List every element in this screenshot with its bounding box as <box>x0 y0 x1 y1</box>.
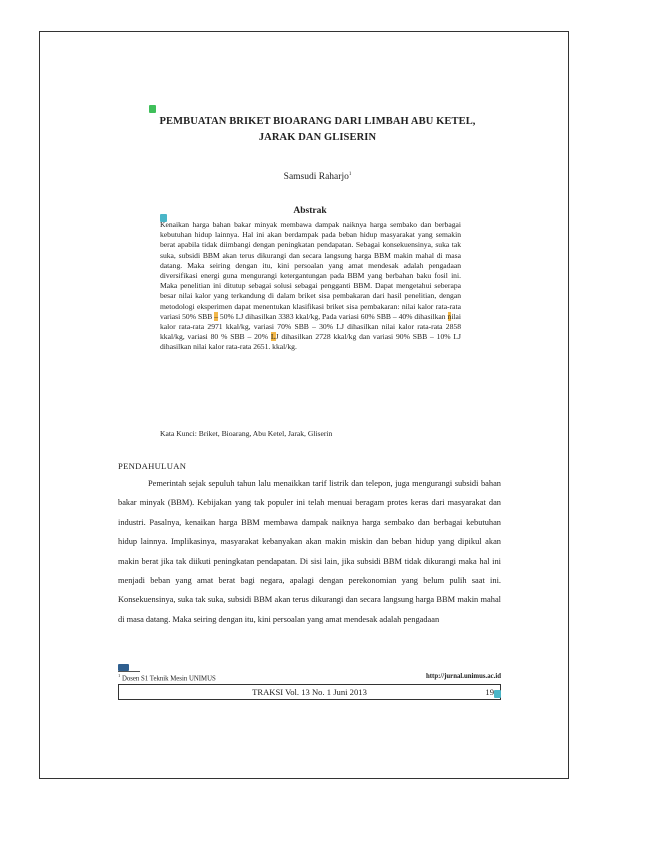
footnote-text: Dosen S1 Teknik Mesin UNIMUS <box>121 675 216 683</box>
highlight-mark[interactable]: – <box>214 311 219 321</box>
journal-url[interactable]: http://jurnal.unimus.ac.id <box>426 673 501 680</box>
annotation-marker-icon[interactable] <box>118 664 129 671</box>
abstract-text <box>160 220 461 353</box>
author-name <box>150 172 485 182</box>
title-line-2: JARAK DAN GLISERIN <box>258 132 377 143</box>
footnote <box>118 673 216 682</box>
page-number: 19 <box>485 687 494 697</box>
abstract-part-4: J dihasilkan 2728 kkal/kg dan variasi 90% SBB – 10% LJ dihasilkan nilai kalor rata-rata 2651. kkal/kg. <box>160 332 462 352</box>
footnote-divider <box>118 671 140 672</box>
footnote-mark: 1 <box>118 673 121 678</box>
section-heading: PENDAHULUAN <box>118 461 187 471</box>
footer-bar <box>118 684 501 700</box>
journal-info: TRAKSI Vol. 13 No. 1 Juni 2013 <box>252 687 367 697</box>
annotation-marker-icon[interactable] <box>149 105 156 113</box>
author-footnote-mark: 1 <box>348 172 352 177</box>
abstract-part-3: ilai kalor rata-rata 2971 kkal/kg, variasi 70% SBB – 30% LJ dihasilkan nilai kalor rata-rata 2858 kkal/kg, variasi 80 % SBB – 20% <box>160 311 462 342</box>
highlight-mark[interactable]: n <box>447 311 452 321</box>
annotation-marker-icon[interactable] <box>494 690 501 698</box>
highlight-mark[interactable]: L <box>270 332 276 342</box>
author-text: Samsudi Raharjo <box>283 172 349 183</box>
abstract-part-1: Kenaikan harga bahan bakar minyak membawa dampak naiknya harga sembako dan berbagai kebutuhan hidup lainnya. Hal ini akan berdampak pada beban hidup masyarakat yang semakin berat apabila tidak diimbangi dengan peningkatan pendapatan. Sebagai konsekuensinya, suka tak suka, subsidi BBM akan terus dikurangi dan secara langsung harga BBM makin mahal di masa datang. Maka seiring dengan itu, kini persoalan yang amat mendesak adalah pengadaan diversifikasi energi guna mengurangi ketergantungan pada BBM yang berbahan baku fosil ini. Maka penelitian ini ditutup sebagai solusi sebagai pengganti BBM. Dapat mengetahui seberapa besar nilai kalor yang terkandung di dalam briket sisa pembakaran dari hasil penelitian, dengan metodologi eksperimen dapat menentukan klasifikasi briket sisa pembakaran: nilai kalor rata-rata variasi 50% SBB <box>160 220 461 321</box>
paper-title <box>150 114 485 146</box>
abstract-part-2: 50% LJ dihasilkan 3383 kkal/kg, Pada variasi 60% SBB – 40% dihasilkan <box>219 311 446 321</box>
body-paragraph: Pemerintah sejak sepuluh tahun lalu menaikkan tarif listrik dan telepon, juga mengurangi subsidi bahan bakar minyak (BBM). Kebijakan yang tak populer ini telah menuai beragam protes keras dari masyarakat dan industri. Pasalnya, kenaikan harga BBM membawa dampak naiknya harga sembako dan berbagai kebutuhan hidup lainnya. Implikasinya, masyarakat kebanyakan akan makin miskin dan beban hidup yang dipikul akan makin berat jika tak diikuti peningkatan pendapatan. Di sisi lain, jika subsidi BBM tidak dikurangi maka hal ini menjadi beban yang amat berat bagi negara, apalagi dengan perekonomian yang belum pulih saat ini. Konsekuensinya, suka tak suka, subsidi BBM akan terus dikurangi dan secara langsung harga BBM makin mahal di masa datang. Maka seiring dengan itu, kini persoalan yang amat mendesak adalah pengadaan <box>118 479 501 624</box>
keywords: Kata Kunci: Briket, Bioarang, Abu Ketel, Jarak, Gliserin <box>160 429 333 438</box>
abstract-heading: Abstrak <box>293 206 327 216</box>
title-line-1: PEMBUATAN BRIKET BIOARANG DARI LIMBAH ABU KETEL, <box>159 116 476 127</box>
